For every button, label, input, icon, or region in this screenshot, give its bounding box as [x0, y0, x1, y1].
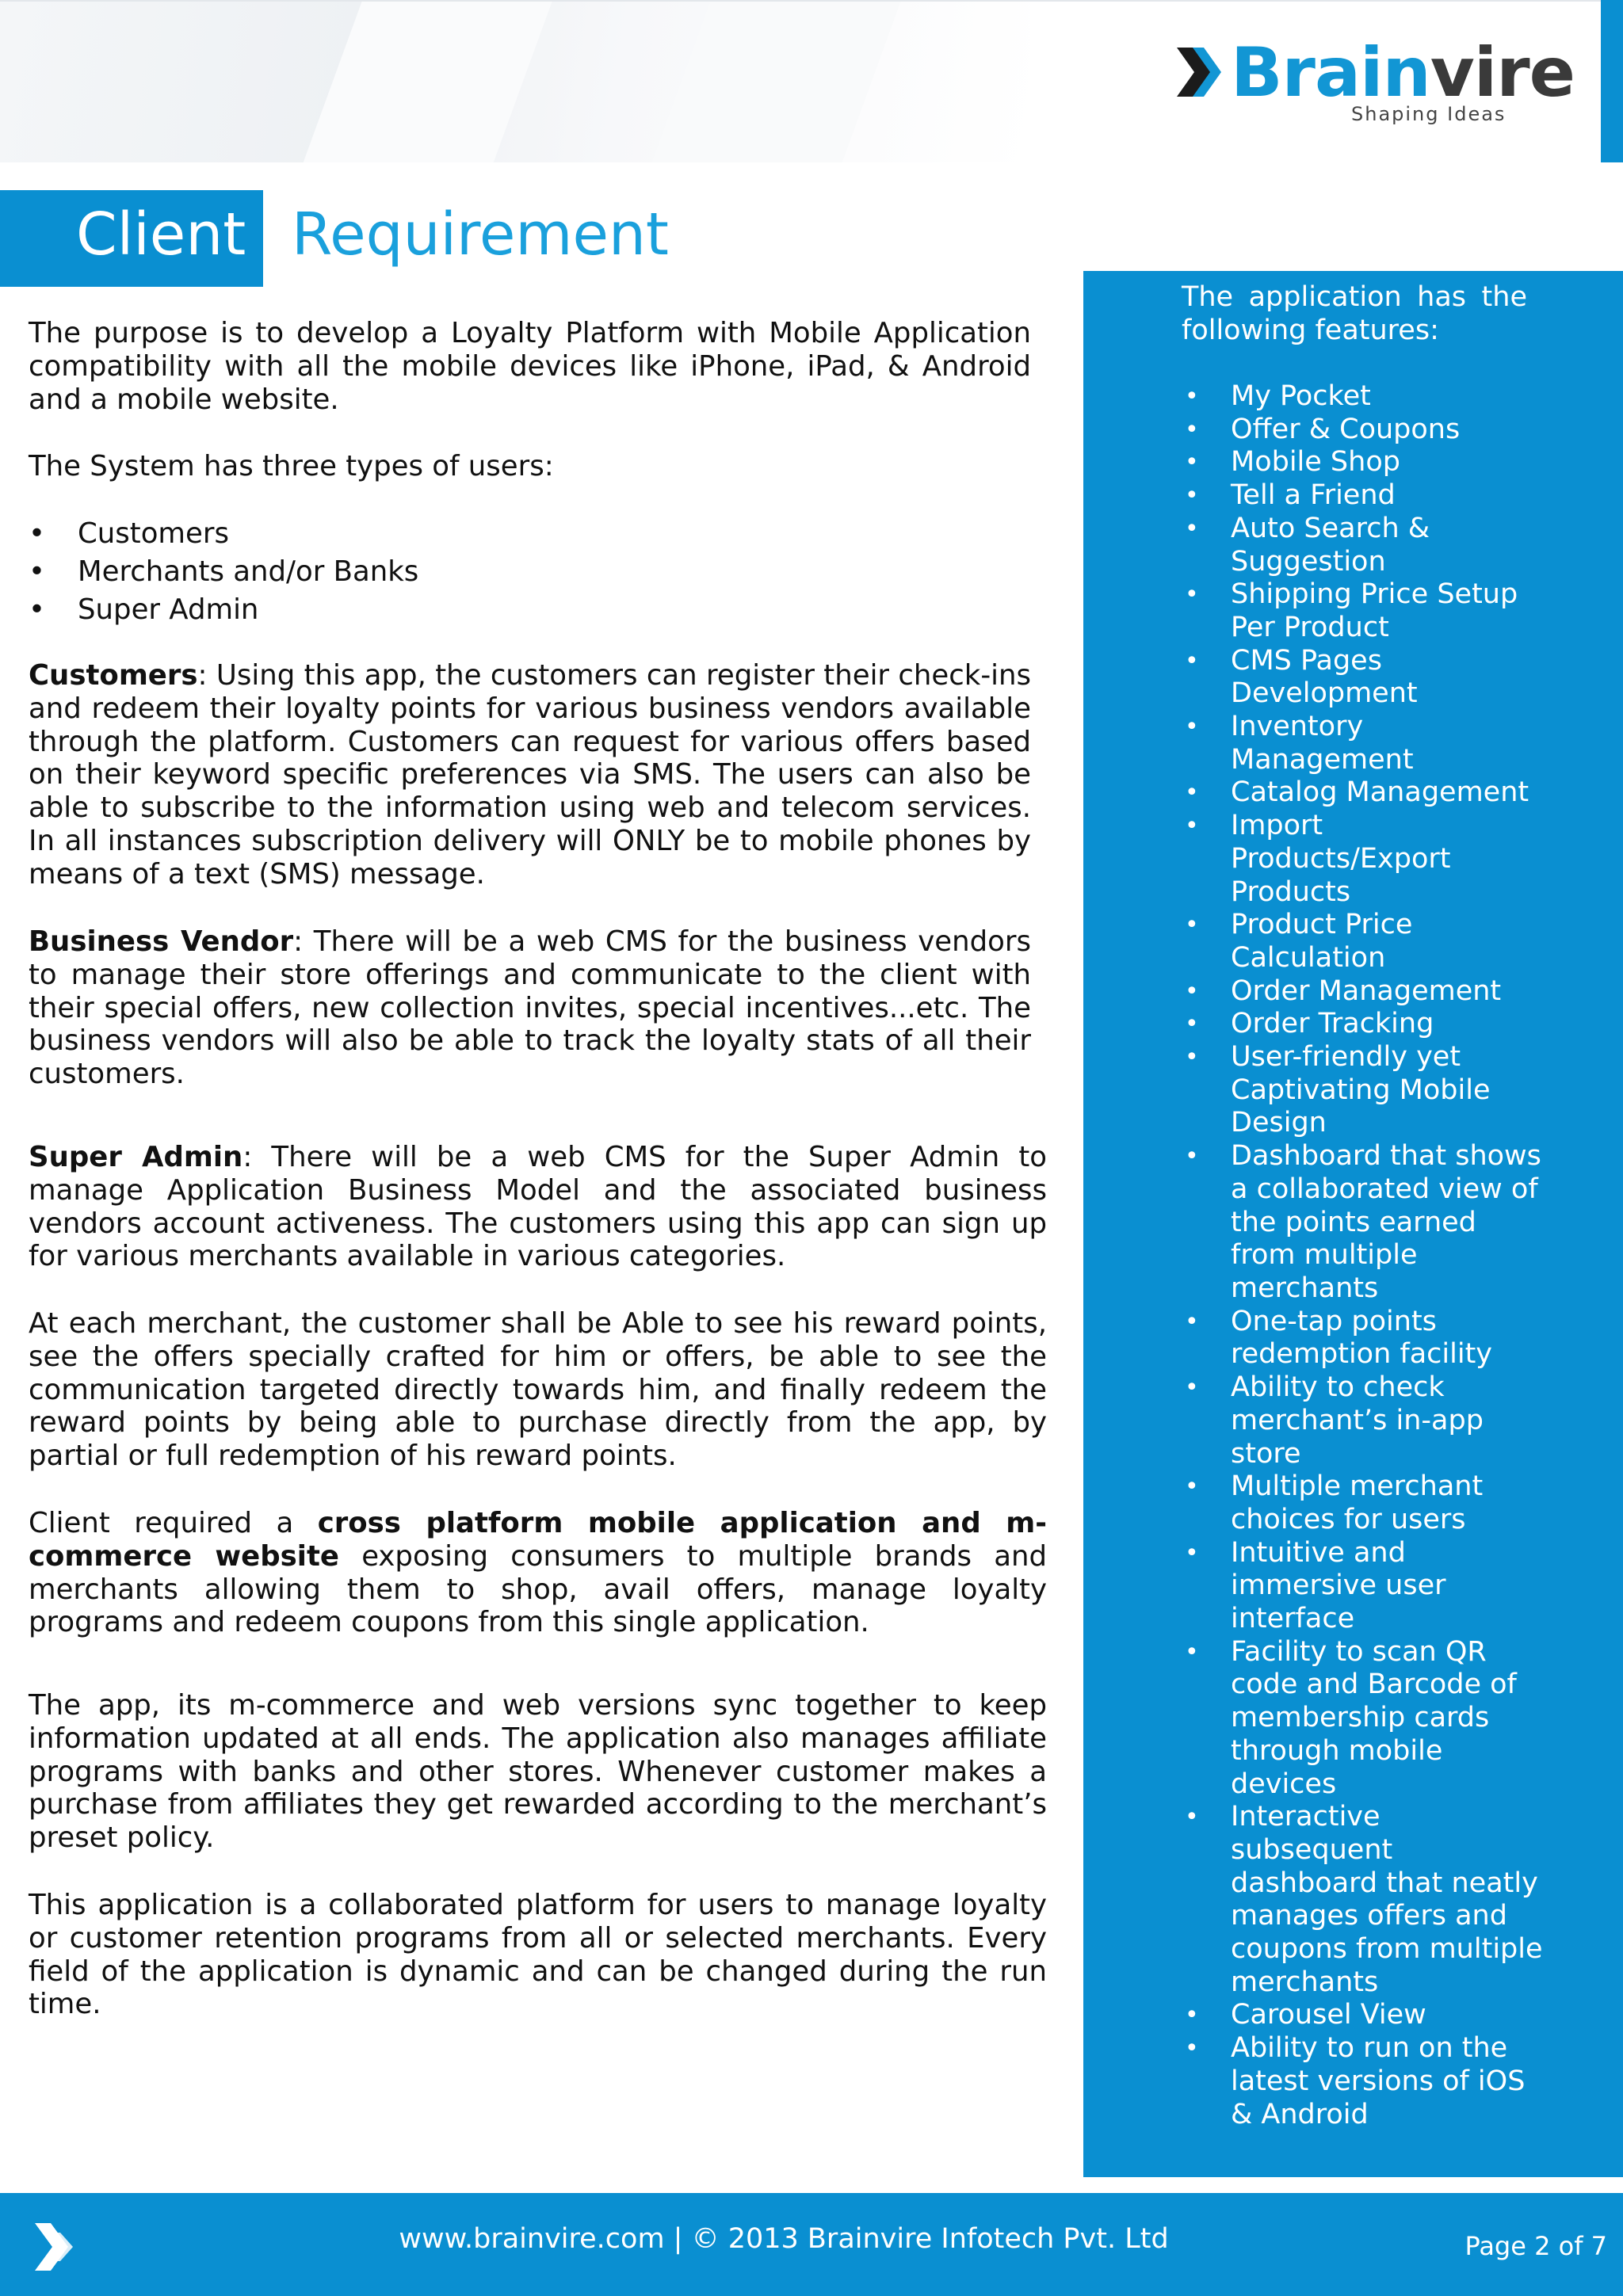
- footer: [0, 2193, 1623, 2296]
- merchant-paragraph: [29, 1307, 1047, 1473]
- feature-item: • User-friendly yet Captivating Mobile Design: [1182, 1041, 1546, 1140]
- feature-item: • Shipping Price Setup Per Product: [1182, 578, 1546, 644]
- list-item: • Customers: [29, 515, 418, 553]
- header-shard: [304, 0, 553, 162]
- list-item: • Merchants and/or Banks: [29, 553, 418, 591]
- admin-label: Super Admin: [29, 1141, 243, 1173]
- feature-item: • Interactive subsequent dashboard that neatly manages offers and coupons from multiple merchants: [1182, 1801, 1546, 1999]
- feature-item: • Facility to scan QR code and Barcode of membership cards through mobile devices: [1182, 1636, 1546, 1802]
- feature-item: • Product Price Calculation: [1182, 909, 1546, 974]
- feature-item: • My Pocket: [1182, 380, 1546, 414]
- merchant-text: At each merchant, the customer shall be Able to see his reward points, see the offers specially crafted for him or offers, be able to see the communication targeted directly towards him, and finally redeem the reward points by being able to purchase directly from the app, by partial or full redemption of his reward points.: [29, 1307, 1047, 1473]
- feature-item: • Multiple merchant choices for users: [1182, 1470, 1546, 1536]
- header-accent-strip: [1601, 0, 1623, 162]
- users-heading: The System has three types of users:: [29, 450, 554, 482]
- feature-item: • CMS Pages Development: [1182, 645, 1546, 711]
- customers-paragraph: [29, 659, 1031, 891]
- header-background: [0, 0, 1030, 162]
- list-item: • Super Admin: [29, 591, 418, 629]
- client-text-post: exposing consumers to multiple brands and merchants allowing them to shop, avail offers, manage loyalty programs and redeem coupons from this single application.: [29, 1539, 1047, 1639]
- features-intro: The application has the following features:: [1182, 281, 1527, 346]
- feature-item: • Carousel View: [1182, 1999, 1546, 2032]
- intro-paragraph: [29, 317, 1031, 416]
- brand-logo: [1177, 35, 1589, 130]
- admin-paragraph: [29, 1141, 1047, 1273]
- brand-wordmark: [1231, 33, 1575, 113]
- feature-item: • Order Tracking: [1182, 1008, 1546, 1041]
- feature-item: • Inventory Management: [1182, 711, 1546, 776]
- users-list: [29, 515, 418, 629]
- client-paragraph: [29, 1507, 1047, 1639]
- feature-item: • Ability to check merchant’s in-app store: [1182, 1371, 1546, 1470]
- brand-chevron-icon: [1177, 44, 1224, 100]
- collab-paragraph: [29, 1889, 1047, 2021]
- vendor-text: : There will be a web CMS for the business vendors to manage their store offerings and communicate to the client with their special offers, new collection invites, special incentives...etc. The business vendors will also be able to track the loyalty stats of all their customers.: [29, 925, 1031, 1091]
- feature-item: • Mobile Shop: [1182, 446, 1546, 479]
- page-title-word2: Requirement: [292, 200, 669, 269]
- feature-item: • Offer & Coupons: [1182, 414, 1546, 447]
- sync-paragraph: [29, 1689, 1047, 1855]
- feature-item: • Dashboard that shows a collaborated view of the points earned from multiple merchants: [1182, 1140, 1546, 1306]
- feature-item: • One-tap points redemption facility: [1182, 1306, 1546, 1371]
- vendor-paragraph: [29, 925, 1031, 1091]
- features-sidebar: [1083, 271, 1623, 2177]
- header-shard: [652, 0, 902, 162]
- page-title-word1: Client: [76, 200, 246, 269]
- feature-item: • Catalog Management: [1182, 776, 1546, 810]
- vendor-label: Business Vendor: [29, 925, 294, 958]
- intro-text: The purpose is to develop a Loyalty Platform with Mobile Application compatibility with all the mobile devices like iPhone, iPad, & Android and a mobile website.: [29, 317, 1031, 416]
- brand-tagline: Shaping Ideas: [1351, 103, 1507, 125]
- feature-item: • Tell a Friend: [1182, 479, 1546, 513]
- page-number: Page 2 of 7: [1465, 2231, 1607, 2261]
- features-list: [1182, 380, 1546, 2131]
- feature-item: • Intuitive and immersive user interface: [1182, 1537, 1546, 1636]
- client-text-bold: cross platform mobile application and m-commerce website: [29, 1507, 1048, 1573]
- feature-item: • Import Products/Export Products: [1182, 810, 1546, 909]
- collab-text: This application is a collaborated platform for users to manage loyalty or customer retention programs from all or selected merchants. Every field of the application is dynamic and can be changed during the run time.: [29, 1889, 1047, 2021]
- brand-wordmark-part1: Brain: [1231, 33, 1430, 113]
- customers-text: : Using this app, the customers can register their check-ins and redeem their loyalty points for various business vendors available through the platform. Customers can request for various offers based on their keyword specific preferences via SMS. The users can also be able to subscribe to the information using web and telecom services. In all instances subscription delivery will ONLY be to mobile phones by means of a text (SMS) message.: [29, 659, 1031, 891]
- top-rule: [0, 0, 1623, 2]
- footer-copyright: www.brainvire.com | © 2013 Brainvire Infotech Pvt. Ltd: [399, 2223, 1169, 2255]
- sync-text: The app, its m-commerce and web versions sync together to keep information updated at all ends. The application also manages affiliate programs with banks and other stores. Whenever customer makes a purchase from affiliates they get rewarded according to the merchant’s preset policy.: [29, 1689, 1047, 1855]
- admin-text: : There will be a web CMS for the Super Admin to manage Application Business Model and the associated business vendors account activeness. The customers using this app can sign up for various merchants available in various categories.: [29, 1141, 1047, 1273]
- feature-item: • Order Management: [1182, 975, 1546, 1009]
- client-text-pre: Client required a: [29, 1507, 318, 1539]
- feature-item: • Ability to run on the latest versions of iOS & Android: [1182, 2032, 1546, 2131]
- customers-label: Customers: [29, 659, 198, 692]
- feature-item: • Auto Search & Suggestion: [1182, 513, 1546, 578]
- brand-wordmark-part2: vire: [1430, 33, 1575, 113]
